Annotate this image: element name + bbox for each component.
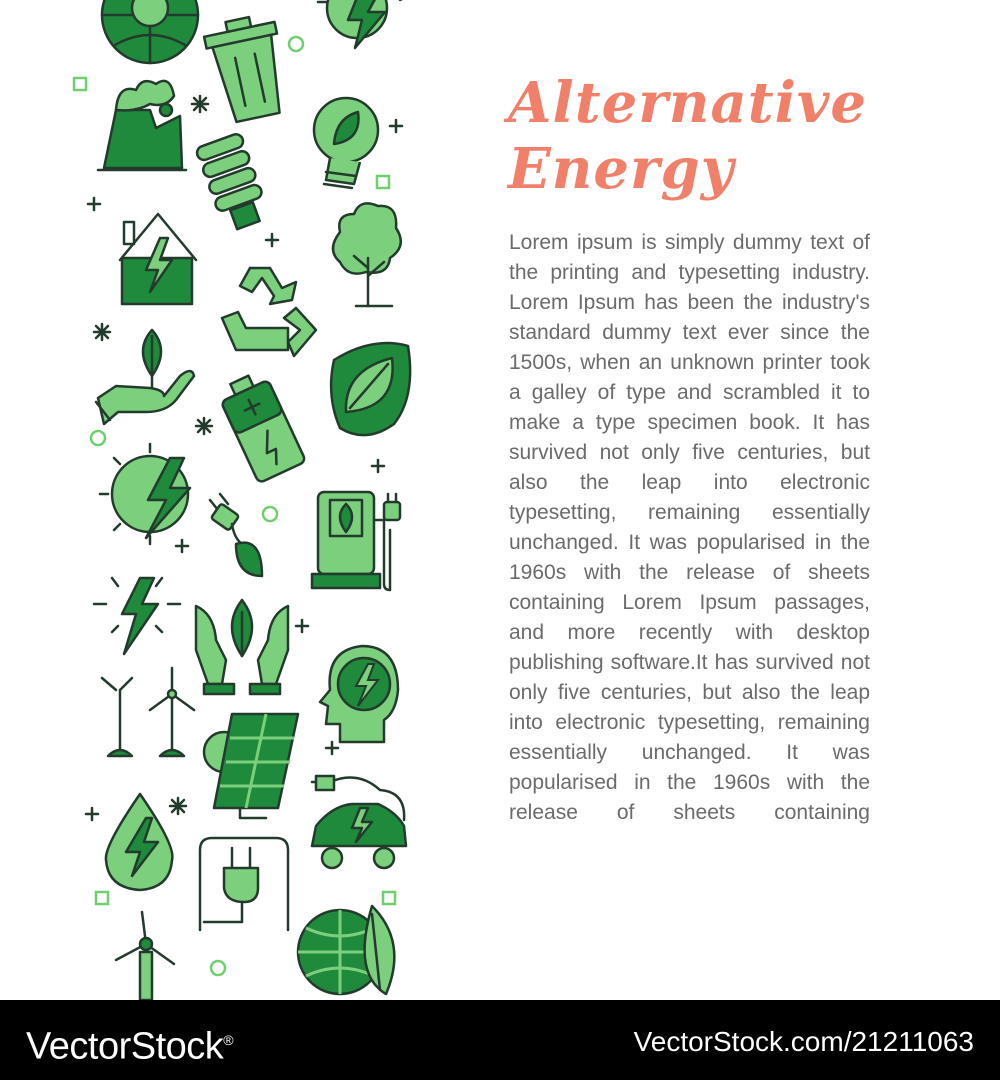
image-id: VectorStock.com/21211063	[633, 1026, 974, 1057]
sun-power-icon	[100, 444, 190, 544]
brand-name: VectorStock	[26, 1025, 224, 1068]
registered-mark: ®	[223, 1032, 234, 1048]
trash-can-icon	[202, 12, 293, 125]
leaf-bulb-icon	[314, 98, 378, 188]
single-turbine-icon	[116, 912, 174, 1000]
title-line-2: Energy	[508, 136, 735, 202]
charging-station-icon	[312, 492, 400, 590]
wind-turbines-icon	[102, 668, 194, 756]
lightning-bolt-icon	[94, 578, 180, 654]
hands-leaf-icon	[196, 600, 288, 694]
body-paragraph: Lorem ipsum is simply dummy text of the printing and typesetting industry. Lorem Ipsum has been the industry's standard dummy text ever since the 1500s, when an unknown printer took a galley of type and scrambled it to make a type specimen book. It has survived not only five centuries, but also the leap into electronic typesetting, remaining essentially unchanged. It was popularised in the 1960s with the release of sheets containing Lorem Ipsum passages, and more recently with desktop publishing software.It has survived not only five centuries, but also the leap into electronic typesetting, remaining essentially unchanged. It was popularised in the 1960s with the release of sheets containing	[509, 231, 870, 824]
water-drop-energy-icon	[106, 794, 173, 890]
electric-car-icon	[312, 776, 406, 868]
eco-house-icon	[120, 214, 196, 304]
globe-lightbulb-icon	[102, 0, 198, 63]
battery-icon	[216, 369, 306, 483]
globe-leaf-icon	[298, 906, 394, 994]
sun-lightning-icon	[318, 0, 408, 48]
tree-icon	[333, 203, 401, 306]
eco-plug-icon	[210, 494, 262, 576]
poster-title	[508, 70, 948, 202]
recycle-icon	[222, 268, 316, 356]
power-socket-icon	[200, 838, 288, 930]
title-line-1: Alternative	[508, 70, 868, 136]
factory-pollution-icon	[98, 81, 186, 170]
energy-saving-bulb-icon	[195, 132, 271, 233]
leaf-shield-icon	[331, 343, 410, 435]
watermark-footer	[0, 1000, 1000, 1080]
vectorstock-logo	[26, 1016, 233, 1071]
head-lightning-icon	[320, 646, 398, 742]
hand-plant-icon	[96, 330, 194, 424]
solar-panel-icon	[204, 714, 298, 818]
